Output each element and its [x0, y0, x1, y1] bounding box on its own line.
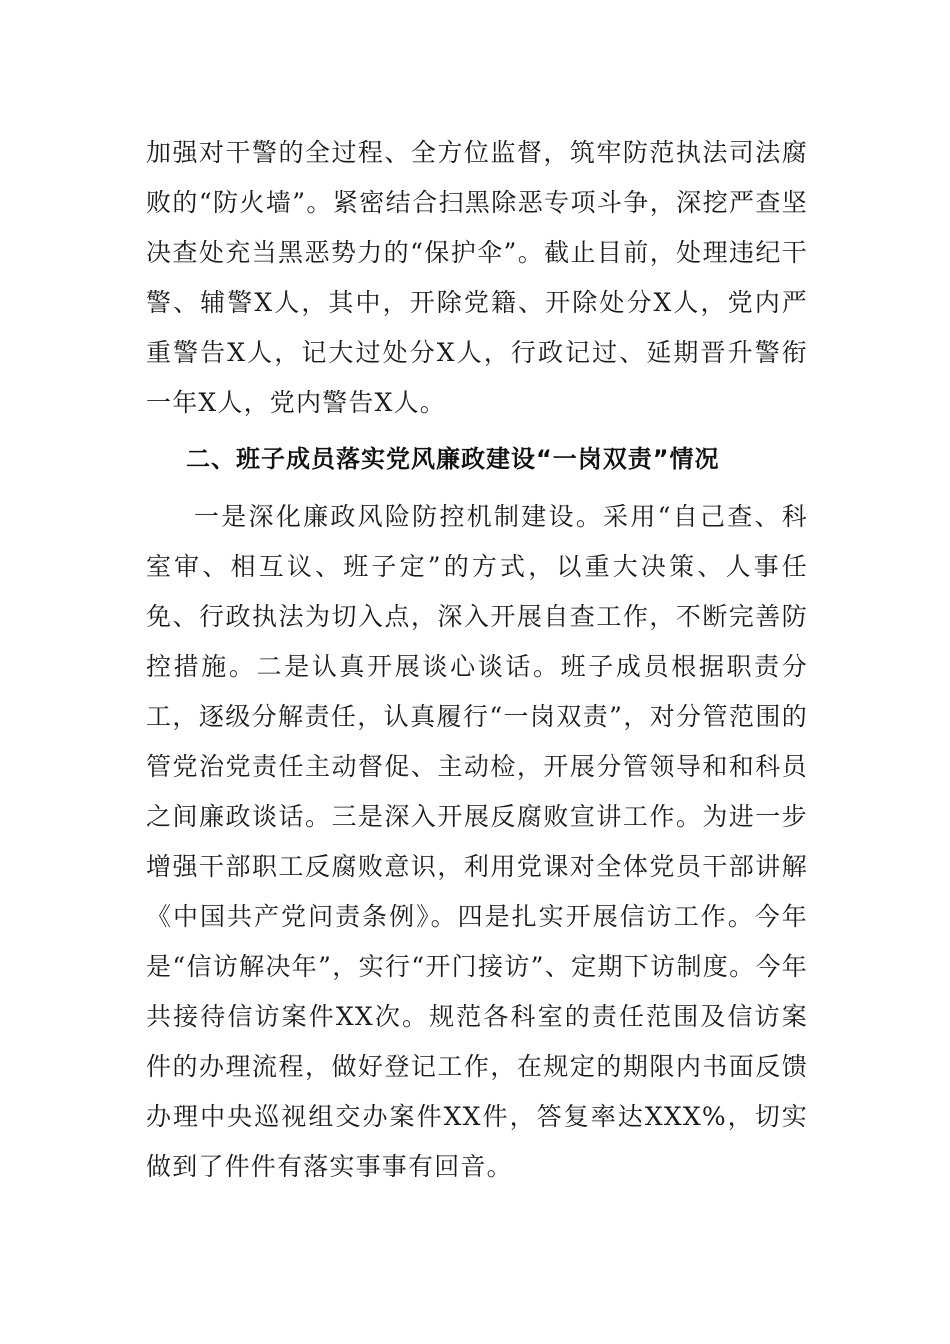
body-paragraph-1: 加强对干警的全过程、全方位监督，筑牢防范执法司法腐败的“防火墙”。紧密结合扫黑除恶专项斗争，深挖严查坚决查处充当黑恶势力的“保护伞”。截止目前，处理违纪干警、辅警X人，其中，开除党籍、开除处分X人，党内严重警告X人，记大过处分X人，行政记过、延期晋升警衔一年X人，党内警告X人。 [146, 138, 808, 417]
body-paragraph-2: 一是深化廉政风险防控机制建设。采用“自己查、科室审、相互议、班子定”的方式，以重大决策、人事任免、行政执法为切入点，深入开展自查工作，不断完善防控措施。二是认真开展谈心谈话。班子成员根据职责分工，逐级分解责任，认真履行“一岗双责”，对分管范围的管党治党责任主动督促、主动检，开展分管领导和和科员之间廉政谈话。三是深入开展反腐败宣讲工作。为进一步增强干部职工反腐败意识，利用党课对全体党员干部讲解《中国共产党问责条例》。四是扎实开展信访工作。今年是“信访解决年”，实行“开门接访”、定期下访制度。今年共接待信访案件XX次。规范各科室的责任范围及信访案件的办理流程，做好登记工作，在规定的期限内书面反馈办理中央巡视组交办案件XX件，答复率达XXX%，切实做到了件件有落实事事有回音。 [146, 502, 808, 1181]
section-heading-2: 二、班子成员落实党风廉政建设“一岗双责”情况 [186, 445, 720, 473]
